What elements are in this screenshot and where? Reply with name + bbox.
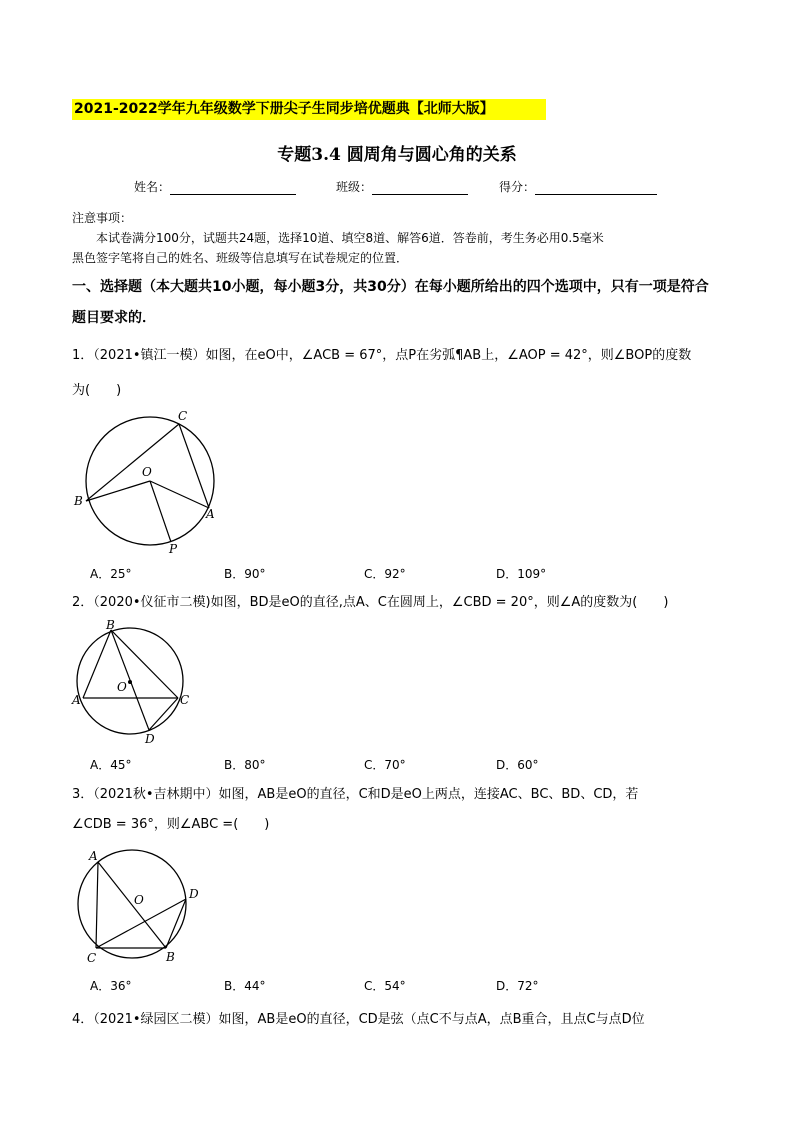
question-1-figure: [70, 408, 230, 560]
question-1-line-2: 为( ): [72, 383, 122, 398]
question-2-option-b[interactable]: B．80°: [224, 758, 266, 772]
section-heading-line-1: 一、选择题（本大题共10小题，每小题3分，共30分）在每小题所给出的四个选项中，只有一项是符合: [72, 279, 709, 295]
radius-ob: [86, 481, 150, 501]
label-c: C: [87, 951, 97, 965]
question-2-figure: [70, 618, 200, 748]
question-1-option-c[interactable]: C．92°: [364, 567, 406, 581]
question-3-option-d[interactable]: D．72°: [496, 979, 539, 993]
question-1-option-a[interactable]: A．25°: [90, 567, 132, 581]
question-1-option-b[interactable]: B．90°: [224, 567, 266, 581]
chord-cd: [149, 698, 178, 730]
name-blank[interactable]: [170, 181, 296, 195]
question-2-option-d[interactable]: D．60°: [496, 758, 539, 772]
question-2-option-c[interactable]: C．70°: [364, 758, 406, 772]
label-c: C: [178, 409, 188, 423]
label-a: A: [89, 849, 98, 863]
notice-line-1: 本试卷满分100分，试题共24题，选择10道、填空8道、解答6道．答卷前，考生务必用0.5毫米: [96, 231, 604, 245]
question-3-line-1: 3．（2021秋•吉林期中）如图，AB是eO的直径，C和D是eO上两点，连接AC、BC、BD、CD，若: [72, 787, 639, 802]
label-b: B: [106, 618, 115, 632]
label-o: O: [117, 680, 127, 694]
label-b: B: [74, 494, 83, 508]
class-field[interactable]: [336, 178, 468, 195]
label-d: D: [189, 887, 199, 901]
class-label: 班级：: [336, 180, 373, 194]
question-3-option-b[interactable]: B．44°: [224, 979, 266, 993]
question-3-option-c[interactable]: C．54°: [364, 979, 406, 993]
question-2-option-a[interactable]: A．45°: [90, 758, 132, 772]
class-blank[interactable]: [372, 181, 468, 195]
circle-o: [78, 850, 186, 958]
label-c: C: [180, 693, 190, 707]
section-heading-line-2: 题目要求的．: [72, 310, 156, 326]
question-4-line-1: 4．（2021•绿园区二模）如图，AB是eO的直径，CD是弦（点C不与点A，点B重合，且点C与点D位: [72, 1012, 645, 1027]
label-b: B: [166, 950, 175, 964]
question-3-option-a[interactable]: A．36°: [90, 979, 132, 993]
label-d: D: [145, 732, 155, 746]
question-1-line-1: 1．（2021•镇江一模）如图，在eO中，∠ACB = 67°，点P在劣弧¶AB上，∠AOP = 42°，则∠BOP的度数: [72, 348, 692, 363]
name-field[interactable]: [134, 178, 296, 195]
notice-heading: 注意事项：: [72, 211, 133, 225]
label-a: A: [72, 693, 81, 707]
page-title: 专题3.4 圆周角与圆心角的关系: [277, 145, 517, 165]
question-1-option-d[interactable]: D．109°: [496, 567, 547, 581]
question-2-line-1: 2．（2020•仪征市二模)如图，BD是eO的直径,点A、C在圆周上，∠CBD = 20°，则∠A的度数为( ): [72, 595, 669, 610]
name-label: 姓名：: [134, 180, 171, 194]
score-blank[interactable]: [535, 181, 657, 195]
label-o: O: [134, 893, 144, 907]
radius-oa: [150, 481, 209, 508]
chord-ca: [179, 424, 209, 508]
label-o: O: [142, 465, 152, 479]
score-field[interactable]: [499, 178, 657, 195]
center-dot: [128, 680, 132, 684]
chord-ac: [96, 862, 98, 948]
chord-cb: [86, 424, 179, 501]
question-3-figure: [70, 844, 210, 974]
radius-op: [150, 481, 171, 542]
series-banner: 2021-2022学年九年级数学下册尖子生同步培优题典【北师大版】: [72, 99, 546, 120]
diameter-ab: [98, 862, 166, 948]
label-a: A: [206, 507, 215, 521]
notice-line-2: 黑色签字笔将自己的姓名、班级等信息填写在试卷规定的位置．: [72, 251, 409, 265]
score-label: 得分：: [499, 180, 536, 194]
label-p: P: [169, 542, 178, 556]
question-3-line-2: ∠CDB = 36°，则∠ABC =( ): [72, 817, 270, 832]
